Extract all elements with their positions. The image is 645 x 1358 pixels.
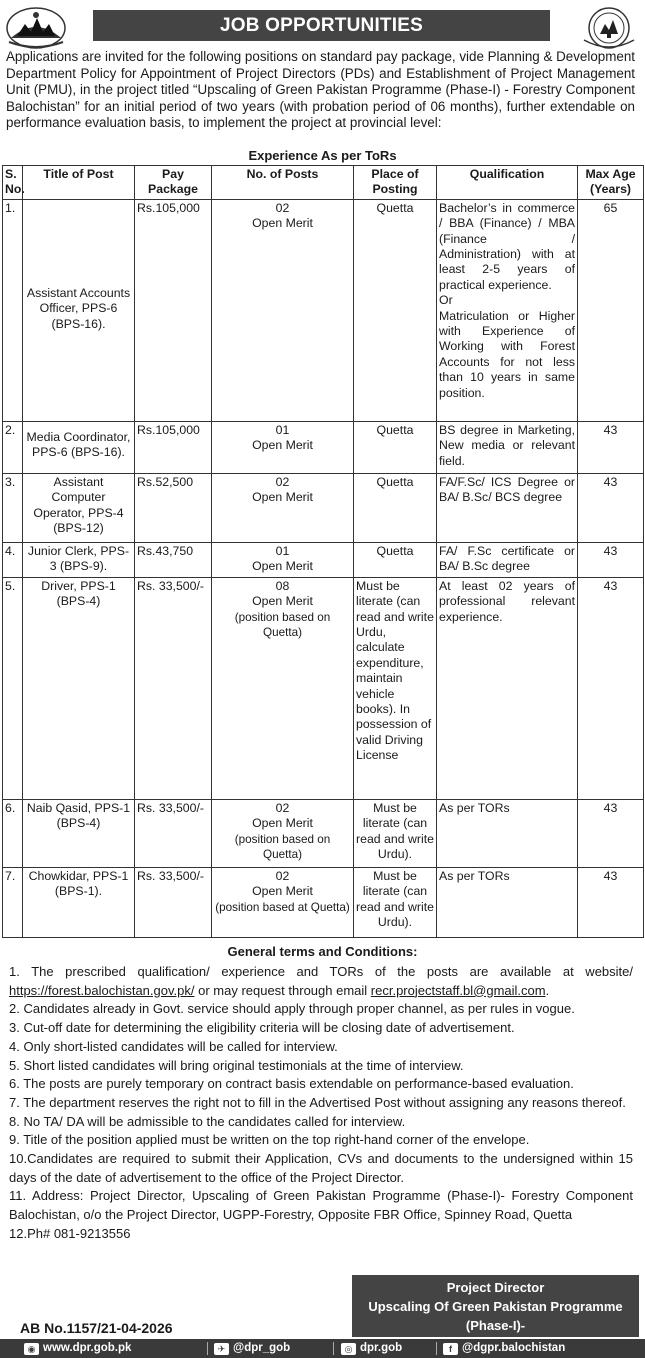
qualification-alt-text: Matriculation or Higher with Experience of Working with Forest Accounts for not less than 10 years in same position. xyxy=(439,308,575,400)
cell-title: Assistant Computer Operator, PPS-4 (BPS-12) xyxy=(23,473,135,542)
cell-title: Chowkidar, PPS-1 (BPS-1). xyxy=(23,867,135,937)
term-item: 5. Short listed candidates will bring original testimonials at the time of interview. xyxy=(9,1057,464,1073)
signature-line-1: Project Director xyxy=(446,1280,545,1295)
cell-qualification: FA/ F.Sc certificate or BA/ B.Sc degree xyxy=(437,542,578,577)
term-item: 6. The posts are purely temporary on contract basis extendable on performance-based evaluation. xyxy=(9,1076,574,1092)
cell-title: Driver, PPS-1 (BPS-4) xyxy=(23,577,135,799)
signature-line-2: Upscaling Of Green Pakistan Programme xyxy=(368,1299,623,1314)
signature-line-3: (Phase-I)- xyxy=(465,1318,526,1333)
cell-place: Quetta xyxy=(354,199,437,421)
term-item: 10.Candidates are required to submit their Application, CVs and documents to the undersigned within 15 days of the date of advertisement to the office of the Project Director. xyxy=(9,1151,633,1185)
table-subtitle: Experience As per ToRs xyxy=(248,148,397,163)
cell-posts xyxy=(212,473,354,542)
recruitment-email-link[interactable]: recr.projectstaff.bl@gmail.com xyxy=(370,982,546,998)
term-item: 9. Title of the position applied must be written on the top right-hand corner of the envelope. xyxy=(9,1132,530,1148)
footer-instagram[interactable] xyxy=(341,1339,402,1358)
term-item xyxy=(9,963,633,1000)
cell-qualification xyxy=(437,199,578,421)
header-pay: Pay Package xyxy=(135,166,212,200)
cell-pay: Rs. 33,500/- xyxy=(135,799,212,867)
project-director-signature xyxy=(352,1275,639,1337)
header-title: Title of Post xyxy=(23,166,135,200)
header-place: Place of Posting xyxy=(354,166,437,200)
table-row xyxy=(3,199,644,421)
globe-icon: ◉ xyxy=(24,1343,39,1355)
cell-pay: Rs.105,000 xyxy=(135,199,212,421)
posts-basis: (position based on Quetta) xyxy=(234,832,331,862)
footer-divider xyxy=(436,1342,437,1355)
footer-twitter[interactable] xyxy=(214,1339,290,1358)
posts-count: 02 xyxy=(275,868,290,883)
cell-sno: 2. xyxy=(3,421,23,473)
footer-divider xyxy=(207,1342,208,1355)
terms-list xyxy=(9,963,633,1244)
posts-count: 08 xyxy=(275,578,290,593)
cell-posts xyxy=(212,199,354,421)
cell-age: 43 xyxy=(578,542,644,577)
footer-facebook[interactable] xyxy=(443,1339,565,1358)
header-qualification: Qualification xyxy=(437,166,578,200)
header-sno: S. No. xyxy=(3,166,23,200)
cell-place: Must be literate (can read and write Urdu). xyxy=(354,867,437,937)
cell-pay: Rs.52,500 xyxy=(135,473,212,542)
footer-bar xyxy=(0,1339,645,1358)
cell-sno: 5. xyxy=(3,577,23,799)
posts-merit: Open Merit xyxy=(252,559,313,574)
posts-count: 02 xyxy=(275,474,290,489)
forest-website-link[interactable]: https://forest.balochistan.gov.pk/ xyxy=(9,982,195,998)
footer-website[interactable] xyxy=(24,1339,131,1358)
footer-twitter-text: @dpr_gob xyxy=(233,1342,291,1354)
cell-sno: 7. xyxy=(3,867,23,937)
cell-qualification: BS degree in Marketing, New media or relevant field. xyxy=(437,421,578,473)
cell-sno: 4. xyxy=(3,542,23,577)
cell-title: Media Coordinator, PPS-6 (BPS-16). xyxy=(23,421,135,473)
cell-qualification: As per TORs xyxy=(437,799,578,867)
cell-place: Quetta xyxy=(354,542,437,577)
footer-instagram-text: dpr.gob xyxy=(360,1342,403,1354)
table-row xyxy=(3,421,644,473)
cell-posts xyxy=(212,799,354,867)
posts-count: 01 xyxy=(275,543,290,558)
table-row xyxy=(3,867,644,937)
cell-posts xyxy=(212,421,354,473)
cell-sno: 6. xyxy=(3,799,23,867)
balochistan-emblem-icon xyxy=(5,6,67,50)
cell-pay: Rs.105,000 xyxy=(135,421,212,473)
posts-basis: (position based at Quetta) xyxy=(215,900,350,914)
term-item: 3. Cut-off date for determining the eligibility criteria will be closing date of advertisement. xyxy=(9,1020,515,1036)
term-item: 4. Only short-listed candidates will be called for interview. xyxy=(9,1038,338,1054)
term-item: 11. Address: Project Director, Upscaling of Green Pakistan Programme (Phase-I)- Forestry Component Balochistan, o/o the Project Director, UGPP-Forestry, Opposite FBR Office, Spinney Road, Quetta xyxy=(9,1188,633,1223)
cell-title: Naib Qasid, PPS-1 (BPS-4) xyxy=(23,799,135,867)
cell-place: Must be literate (can read and write Urdu, calculate expenditure, maintain vehicle books). In possession of valid Driving License xyxy=(354,577,437,799)
footer-facebook-text: @dgpr.balochistan xyxy=(462,1342,566,1354)
footer-website-text: www.dpr.gob.pk xyxy=(43,1342,132,1354)
page-title: JOB OPPORTUNITIES xyxy=(93,10,550,41)
cell-age: 43 xyxy=(578,867,644,937)
posts-merit: Open Merit xyxy=(252,438,313,453)
posts-merit: Open Merit xyxy=(252,490,313,505)
term-item: 12.Ph# 081-9213556 xyxy=(9,1225,131,1241)
cell-pay: Rs.43,750 xyxy=(135,542,212,577)
cell-age: 43 xyxy=(578,799,644,867)
cell-age: 43 xyxy=(578,577,644,799)
term-item: 7. The department reserves the right not to fill in the Advertised Post without assigning any reasons thereof. xyxy=(9,1094,626,1110)
cell-place: Quetta xyxy=(354,421,437,473)
instagram-icon: ◎ xyxy=(341,1343,356,1355)
term-1-text: 1. The prescribed qualification/ experience and TORs of the posts are available at website/ xyxy=(9,964,633,979)
term-item: 8. No TA/ DA will be admissible to the candidates called for interview. xyxy=(9,1113,406,1129)
intro-paragraph xyxy=(6,49,635,132)
cell-age: 65 xyxy=(578,199,644,421)
posts-count: 01 xyxy=(275,422,290,437)
cell-posts xyxy=(212,577,354,799)
forest-department-emblem-icon xyxy=(578,6,640,50)
table-header-row xyxy=(3,166,644,200)
cell-title: Junior Clerk, PPS-3 (BPS-9). xyxy=(23,542,135,577)
posts-count: 02 xyxy=(275,800,290,815)
table-row xyxy=(3,799,644,867)
header-age: Max Age (Years) xyxy=(578,166,644,200)
posts-count: 02 xyxy=(275,200,290,215)
cell-qualification: As per TORs xyxy=(437,867,578,937)
cell-age: 43 xyxy=(578,473,644,542)
cell-pay: Rs. 33,500/- xyxy=(135,577,212,799)
terms-title: General terms and Conditions: xyxy=(227,944,418,959)
qualification-text: Bachelor’s in commerce / BBA (Finance) / MBA (Finance / Administration) with at least 2-5 years of practical experience. xyxy=(439,200,575,292)
posts-merit: Open Merit xyxy=(252,216,313,231)
posts-merit: Open Merit xyxy=(252,816,313,831)
cell-posts xyxy=(212,867,354,937)
table-row xyxy=(3,542,644,577)
posts-basis: (position based on Quetta) xyxy=(234,610,331,640)
advertisement-number: AB No.1157/21-04-2026 xyxy=(20,1320,173,1336)
jobs-table xyxy=(2,165,644,938)
cell-title xyxy=(23,199,135,421)
post-title: Assistant Accounts Officer, PPS-6 (BPS-16). xyxy=(26,285,131,331)
table-row xyxy=(3,577,644,799)
intro-text: Applications are invited for the following positions on standard pay package, vide Planning & Development Department Policy for Appointment of Project Directors (PDs) and Establishment of Project Management Unit (PMU), in the project titled “Upscaling of Green Pakistan Programme (Phase-I) - Forestry Component Balochistan” for an initial period of two years (with probation period of 06 months), further extendable on performance evaluation basis, to implement the project at provincial level: xyxy=(6,49,636,131)
footer-divider xyxy=(333,1342,334,1355)
cell-place: Quetta xyxy=(354,473,437,542)
cell-sno: 3. xyxy=(3,473,23,542)
cell-posts xyxy=(212,542,354,577)
table-row xyxy=(3,473,644,542)
cell-sno: 1. xyxy=(3,199,23,421)
qualification-or: Or xyxy=(439,293,453,308)
header-posts: No. of Posts xyxy=(212,166,354,200)
term-1-mid: or may request through email xyxy=(194,982,371,998)
cell-pay: Rs. 33,500/- xyxy=(135,867,212,937)
cell-qualification: At least 02 years of professional relevant experience. xyxy=(437,577,578,799)
cell-age: 43 xyxy=(578,421,644,473)
facebook-icon: f xyxy=(443,1343,458,1355)
term-item: 2. Candidates already in Govt. service should apply through proper channel, as per rules in vogue. xyxy=(9,1001,575,1017)
posts-merit: Open Merit xyxy=(252,884,313,899)
posts-merit: Open Merit xyxy=(252,594,313,609)
twitter-icon: ✈ xyxy=(214,1343,229,1355)
cell-qualification: FA/F.Sc/ ICS Degree or BA/ B.Sc/ BCS degree xyxy=(437,473,578,542)
cell-place: Must be literate (can read and write Urdu). xyxy=(354,799,437,867)
term-1-end: . xyxy=(545,982,550,998)
